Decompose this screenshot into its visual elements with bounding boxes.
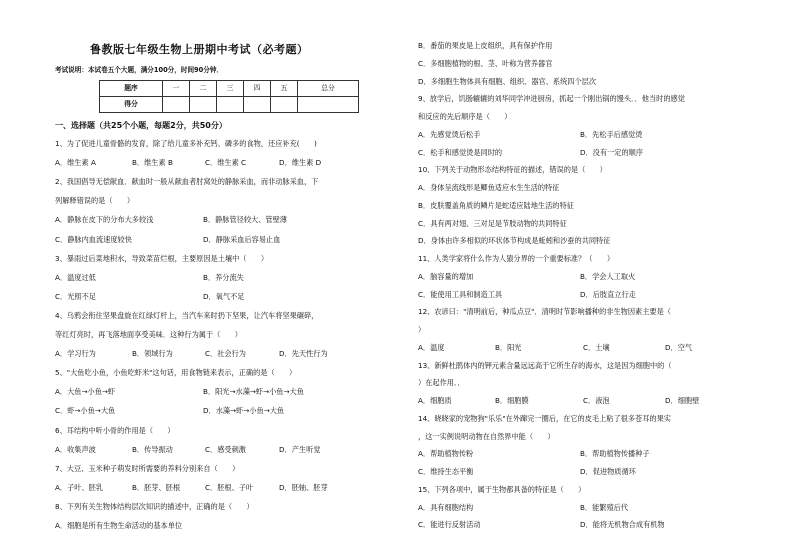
answer-option: A．维生素 A — [55, 158, 96, 168]
answer-option: A．先感觉烫后松手 — [418, 129, 481, 139]
question-text: 9、放学后，饥肠辘辘的刘华同学冲进厨房，抓起一个刚出锅的馒头．．他当时的感觉 — [418, 94, 685, 104]
answer-option: D．氧气不足 — [203, 291, 245, 301]
question-text: 1、为了促进儿童骨骼的发育，除了给儿童多补充钙、磷多的食物，还应补充( ) — [55, 139, 317, 148]
answer-option: D．水藻→虾→小鱼→大鱼 — [203, 406, 285, 416]
answer-option: C．胚根、子叶 — [205, 482, 254, 492]
section-heading: 一、选择题（共25个小题，每题2分，共50分） — [55, 121, 227, 130]
question-text: 14、晓晓家的宠物狗"乐乐"在外蹿完一圈后，在它的皮毛上粘了很多苍耳的果实 — [418, 413, 671, 423]
answer-option: C．液泡 — [583, 396, 610, 405]
answer-option: D．静脉采血后容易止血 — [203, 234, 281, 244]
answer-option: A．大鱼→小鱼→虾 — [55, 387, 116, 397]
answer-option: C．静脉内血流速度较快 — [55, 234, 132, 244]
score-cell: 五 — [271, 81, 298, 97]
answer-option: B．学会人工取火 — [580, 271, 636, 281]
question-text: B．番茄的果皮是上皮组织，具有保护作用 — [418, 41, 553, 50]
answer-option: B．阳光→水藻→虾→小鱼→大鱼 — [203, 387, 304, 397]
answer-option: C．维生素 C — [205, 158, 247, 168]
answer-option: B．养分流失 — [203, 272, 244, 282]
question-text: 8、下列有关生物体结构层次知识的描述中，正确的是（ ） — [55, 501, 254, 511]
score-input-cell — [190, 97, 217, 113]
question-text: 11、人类学家将什么作为人猿分界的一个重要标准？（ ） — [418, 254, 615, 263]
score-cell: 三 — [217, 81, 244, 97]
answer-option: B．阳光 — [495, 342, 522, 352]
question-text: 5、"大鱼吃小鱼，小鱼吃虾米"这句话，用食物链来表示，正确的是（ ） — [55, 368, 297, 378]
answer-option: A．温度过低 — [55, 272, 96, 282]
answer-option: A．具有细胞结构 — [418, 502, 474, 512]
answer-option: A．收集声波 — [55, 444, 96, 454]
score-input-cell — [217, 97, 244, 113]
answer-option: D．产生听觉 — [279, 444, 321, 454]
answer-option: B．领域行为 — [132, 349, 173, 359]
score-cell: 得分 — [100, 97, 163, 113]
question-text: 列解释错误的是（ ） — [55, 196, 135, 206]
question-text: 2、我国倡导无偿献血．献血时一般从献血者肘窝处的静脉采血，而非动脉采血，下 — [55, 177, 319, 187]
page-title: 鲁教版七年级生物上册期中考试（必考题） — [90, 43, 309, 56]
score-input-cell — [163, 97, 190, 113]
question-text: 10、下列关于动物形态结构特征的描述，错误的是（ ） — [418, 165, 607, 175]
question-text: 6、耳结构中听小骨的作用是（ ） — [55, 425, 175, 435]
question-text: 等红灯亮时，再飞落地面享受美味．这种行为属于（ ） — [55, 330, 242, 339]
answer-option: C．土壤 — [583, 342, 610, 352]
answer-option: A．子叶、胚乳 — [55, 482, 104, 492]
answer-option: D．后肢直立行走 — [580, 289, 636, 299]
answer-option: D．细胞壁 — [665, 396, 700, 405]
answer-option: D．没有一定的顺序 — [580, 147, 644, 157]
score-table — [99, 80, 359, 113]
question-text: 4、乌鸦会衔住坚果盘旋在红绿灯杆上，当汽车来时扔下坚果，让汽车将坚果碾碎， — [55, 310, 319, 320]
question-text: B．皮肤覆盖角质的鳞片是蛇适应陆地生活的特征 — [418, 200, 574, 210]
answer-option: B．能繁殖后代 — [580, 502, 629, 512]
answer-option: B．静脉管径较大、管壁薄 — [203, 215, 287, 225]
answer-option: B．先松手后感觉烫 — [580, 129, 643, 139]
question-text: 15、下列各项中，属于生物都具备的特征是（ ） — [418, 484, 586, 494]
answer-option: D．先天性行为 — [279, 349, 328, 359]
question-text: ）在起作用．． — [418, 378, 465, 388]
question-text: 13、新鲜杜鹃体内的钾元素含量远远高于它所生存的海水，这是因为细胞中的（ — [418, 360, 672, 370]
answer-option: B．传导振动 — [132, 444, 173, 454]
answer-option: B．维生素 B — [132, 158, 173, 168]
score-cell: 题序 — [100, 81, 163, 97]
question-text: C．多细胞植物的根、茎、叶称为营养器官 — [418, 58, 553, 68]
question-text: A．细胞是所有生物生命活动的基本单位 — [55, 521, 183, 530]
answer-option: B．细胞膜 — [495, 396, 529, 405]
score-cell: 二 — [190, 81, 217, 97]
score-table-header-row — [100, 81, 359, 97]
question-text: ，这一实例说明动物在自然界中能（ ） — [418, 431, 555, 441]
answer-option: B．胚芽、胚根 — [132, 482, 181, 492]
answer-option: C．能使用工具和制造工具 — [418, 289, 503, 299]
answer-option: C．社会行为 — [205, 349, 246, 359]
answer-option: C．光照不足 — [55, 291, 96, 301]
answer-option: D．维生素 D — [279, 158, 322, 168]
score-table-score-row — [100, 97, 359, 113]
score-input-cell — [271, 97, 298, 113]
answer-option: D．胚轴、胚芽 — [279, 482, 328, 492]
score-input-cell — [298, 97, 359, 113]
question-text: D．身体由许多相似的环状体节构成是蚯蚓和沙蚕的共同特征 — [418, 236, 611, 246]
score-cell: 一 — [163, 81, 190, 97]
answer-option: D．促进物质循环 — [580, 467, 636, 476]
answer-option: C．能进行反射活动 — [418, 520, 481, 530]
question-text: D．多细胞生物体具有细胞、组织、器官、系统四个层次 — [418, 76, 597, 86]
answer-option: C．维持生态平衡 — [418, 467, 474, 476]
answer-option: C．感受刺激 — [205, 444, 246, 454]
answer-option: A．静脉在皮下的分布大多较浅 — [55, 215, 154, 225]
question-text: 7、大豆、玉米种子萌发时所需要的养料分别来自（ ） — [55, 463, 240, 473]
score-cell: 总分 — [298, 81, 359, 97]
answer-option: D．空气 — [665, 342, 693, 352]
question-text: 3、暴雨过后菜地积水，导致菜苗烂根，主要原因是土壤中（ ） — [55, 253, 269, 263]
answer-option: A．温度 — [418, 342, 445, 352]
question-text: 12、农谚曰："清明前后，种瓜点豆"．清明时节影响播种的非生物因素主要是（ — [418, 307, 671, 317]
answer-option: A．帮助植物传粉 — [418, 449, 474, 459]
answer-option: B．帮助植物传播种子 — [580, 449, 650, 459]
answer-option: C．松手和感觉烫是同时的 — [418, 147, 503, 157]
question-text: C．具有两对翅、三对足是节肢动物的共同特征 — [418, 218, 567, 228]
question-text: A．身体呈流线形是鲫鱼适应水生生活的特征 — [418, 183, 560, 192]
exam-instructions: 考试说明：本试卷五个大题，满分100分，时间90分钟． — [55, 66, 224, 74]
answer-option: D．能将无机物合成有机物 — [580, 520, 665, 530]
question-text: 和反应的先后顺序是（ ） — [418, 112, 512, 121]
question-text: ） — [418, 325, 426, 334]
answer-option: A．学习行为 — [55, 349, 96, 359]
score-cell: 四 — [244, 81, 271, 97]
answer-option: A．脑容量的增加 — [418, 271, 474, 281]
answer-option: A．细胞质 — [418, 396, 452, 405]
answer-option: C．虾→小鱼→大鱼 — [55, 406, 116, 416]
score-input-cell — [244, 97, 271, 113]
